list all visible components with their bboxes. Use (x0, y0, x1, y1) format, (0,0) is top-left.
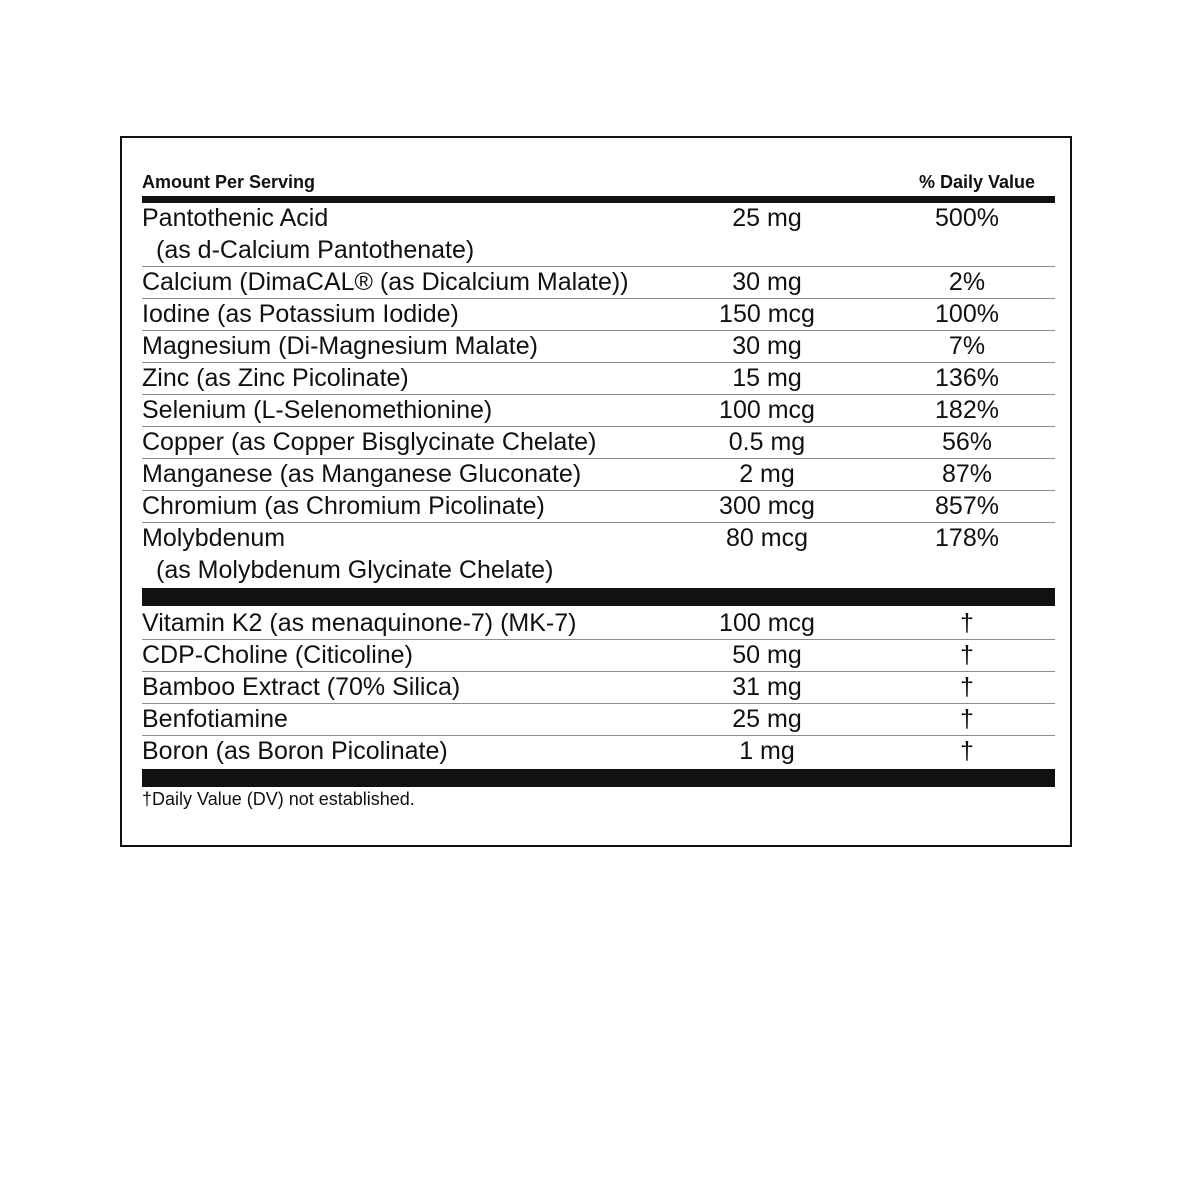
nutrient-name: Manganese (as Manganese Gluconate) (142, 460, 582, 488)
nutrient-daily-value: † (960, 609, 974, 637)
nutrient-daily-value: 178% (935, 524, 999, 552)
table-row (142, 267, 1055, 299)
nutrient-daily-value: 7% (948, 332, 986, 360)
table-row (142, 672, 1055, 704)
table-row (142, 608, 1055, 640)
nutrient-amount: 0.5 mg (728, 428, 806, 456)
nutrient-daily-value: 857% (935, 492, 999, 520)
nutrient-amount: 50 mg (732, 641, 802, 669)
table-row (142, 704, 1055, 736)
table-row (142, 363, 1055, 395)
nutrient-name: Calcium (DimaCAL® (as Dicalcium Malate)) (142, 268, 629, 296)
supplement-facts-panel (120, 136, 1072, 847)
table-row (142, 331, 1055, 363)
table-row (142, 299, 1055, 331)
nutrient-daily-value: 136% (935, 364, 999, 392)
table-row (142, 523, 1055, 586)
nutrient-amount: 80 mcg (726, 524, 808, 552)
nutrient-daily-value: 182% (935, 396, 999, 424)
table-row (142, 459, 1055, 491)
nutrient-daily-value: † (960, 737, 974, 765)
nutrient-name: Magnesium (Di-Magnesium Malate) (142, 332, 538, 360)
table-row (142, 395, 1055, 427)
nutrient-name: Bamboo Extract (70% Silica) (142, 673, 461, 701)
nutrient-amount: 2 mg (739, 460, 795, 488)
footnote: †Daily Value (DV) not established. (142, 789, 415, 809)
table-row (142, 736, 1055, 767)
nutrient-name: Benfotiamine (142, 705, 288, 733)
nutrient-amount: 31 mg (732, 673, 802, 701)
nutrient-amount: 25 mg (732, 204, 802, 232)
table-row (142, 203, 1055, 267)
table-row (142, 640, 1055, 672)
nutrient-name: Selenium (L-Selenomethionine) (142, 396, 493, 424)
section-divider-bar (142, 769, 1055, 787)
nutrient-daily-value: 87% (941, 460, 993, 488)
nutrient-daily-value: 2% (948, 268, 986, 296)
nutrient-amount: 100 mcg (719, 396, 815, 424)
nutrient-name: CDP-Choline (Citicoline) (142, 641, 413, 669)
nutrient-amount: 100 mcg (719, 609, 815, 637)
nutrient-source: (as Molybdenum Glycinate Chelate) (156, 556, 554, 584)
nutrient-amount: 30 mg (732, 268, 802, 296)
nutrient-name: Vitamin K2 (as menaquinone-7) (MK-7) (142, 609, 577, 637)
nutrient-amount: 1 mg (739, 737, 795, 765)
nutrient-name: Boron (as Boron Picolinate) (142, 737, 448, 765)
nutrient-name: Chromium (as Chromium Picolinate) (142, 492, 545, 520)
nutrient-rows (142, 203, 1055, 787)
nutrient-daily-value: † (960, 673, 974, 701)
table-header (142, 168, 1055, 203)
nutrient-daily-value: 56% (941, 428, 993, 456)
nutrient-daily-value: † (960, 641, 974, 669)
table-row (142, 427, 1055, 459)
nutrient-name: Zinc (as Zinc Picolinate) (142, 364, 409, 392)
nutrient-daily-value: † (960, 705, 974, 733)
nutrient-amount: 30 mg (732, 332, 802, 360)
nutrient-daily-value: 100% (935, 300, 999, 328)
nutrient-name: Copper (as Copper Bisglycinate Chelate) (142, 428, 597, 456)
nutrient-name: Pantothenic Acid (142, 204, 329, 232)
table-row (142, 491, 1055, 523)
nutrient-amount: 25 mg (732, 705, 802, 733)
nutrient-amount: 15 mg (732, 364, 802, 392)
nutrient-name: Molybdenum (142, 524, 286, 552)
nutrient-amount: 150 mcg (719, 300, 815, 328)
amount-per-serving-label: Amount Per Serving (142, 172, 316, 192)
nutrient-source: (as d-Calcium Pantothenate) (156, 236, 475, 264)
nutrient-daily-value: 500% (935, 204, 999, 232)
daily-value-label: % Daily Value (918, 172, 1035, 192)
nutrient-name: Iodine (as Potassium Iodide) (142, 300, 459, 328)
section-divider-bar (142, 588, 1055, 606)
nutrient-amount: 300 mcg (719, 492, 815, 520)
